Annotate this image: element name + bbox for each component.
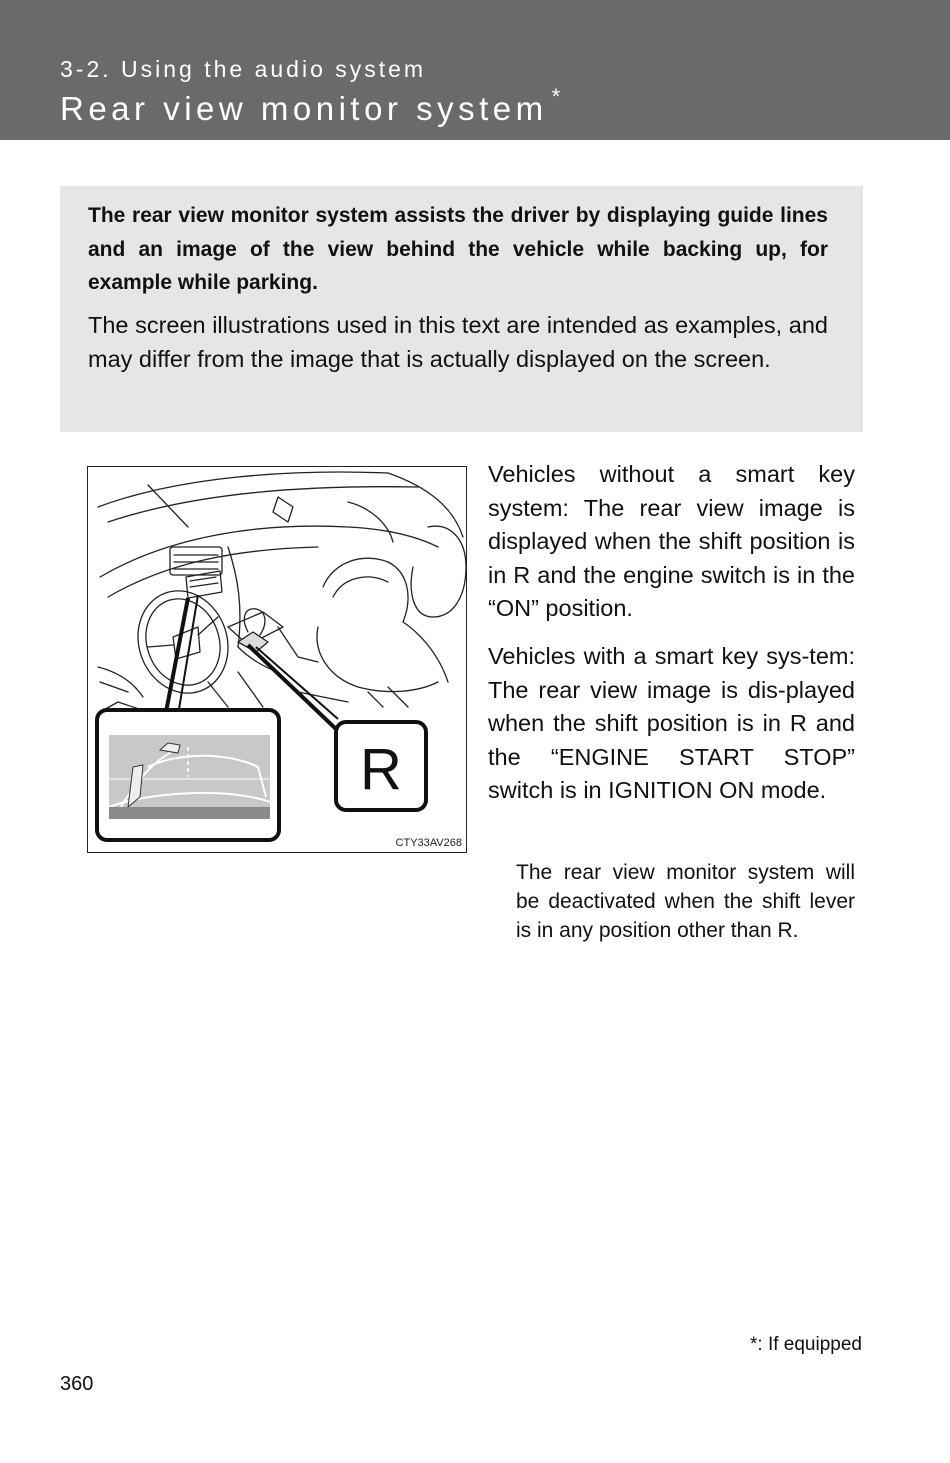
section-label: 3-2. Using the audio system bbox=[60, 56, 427, 82]
shift-r-callout: R bbox=[360, 737, 402, 802]
paragraph-smart-key: Vehicles with a smart key sys-tem: The rear view image is dis-played when the shift position is in R and the “ENGINE START STOP” switch is in IGNITION ON mode. bbox=[488, 643, 855, 803]
footnote-text: : If equipped bbox=[757, 1334, 862, 1355]
footnote-mark: * bbox=[750, 1334, 758, 1355]
rear-view-monitor-illustration bbox=[87, 466, 467, 853]
dashboard-drawing bbox=[88, 467, 467, 853]
if-equipped-mark: * bbox=[551, 84, 561, 109]
page-title bbox=[60, 84, 561, 128]
page-number: 360 bbox=[60, 1373, 94, 1395]
footnote bbox=[750, 1334, 862, 1356]
intro-disclaimer: The screen illustrations used in this text are intended as examples, and may differ from the image that is actually displayed on the screen. bbox=[88, 312, 828, 372]
intro-summary: The rear view monitor system assists the driver by displaying guide lines and an image of the view behind the vehicle while backing up, for example while parking. bbox=[88, 204, 828, 294]
paragraph-no-smart-key: Vehicles without a smart key system: The rear view image is displayed when the shift position is in R and the engine switch is in the “ON” position. bbox=[488, 461, 855, 621]
page-title-text: Rear view monitor system bbox=[60, 90, 548, 127]
page-header bbox=[0, 0, 950, 140]
deactivation-note: The rear view monitor system will be deactivated when the shift lever is in any position other than R. bbox=[516, 861, 855, 942]
intro-box bbox=[60, 186, 863, 432]
figure-code: CTY33AV268 bbox=[395, 837, 462, 849]
